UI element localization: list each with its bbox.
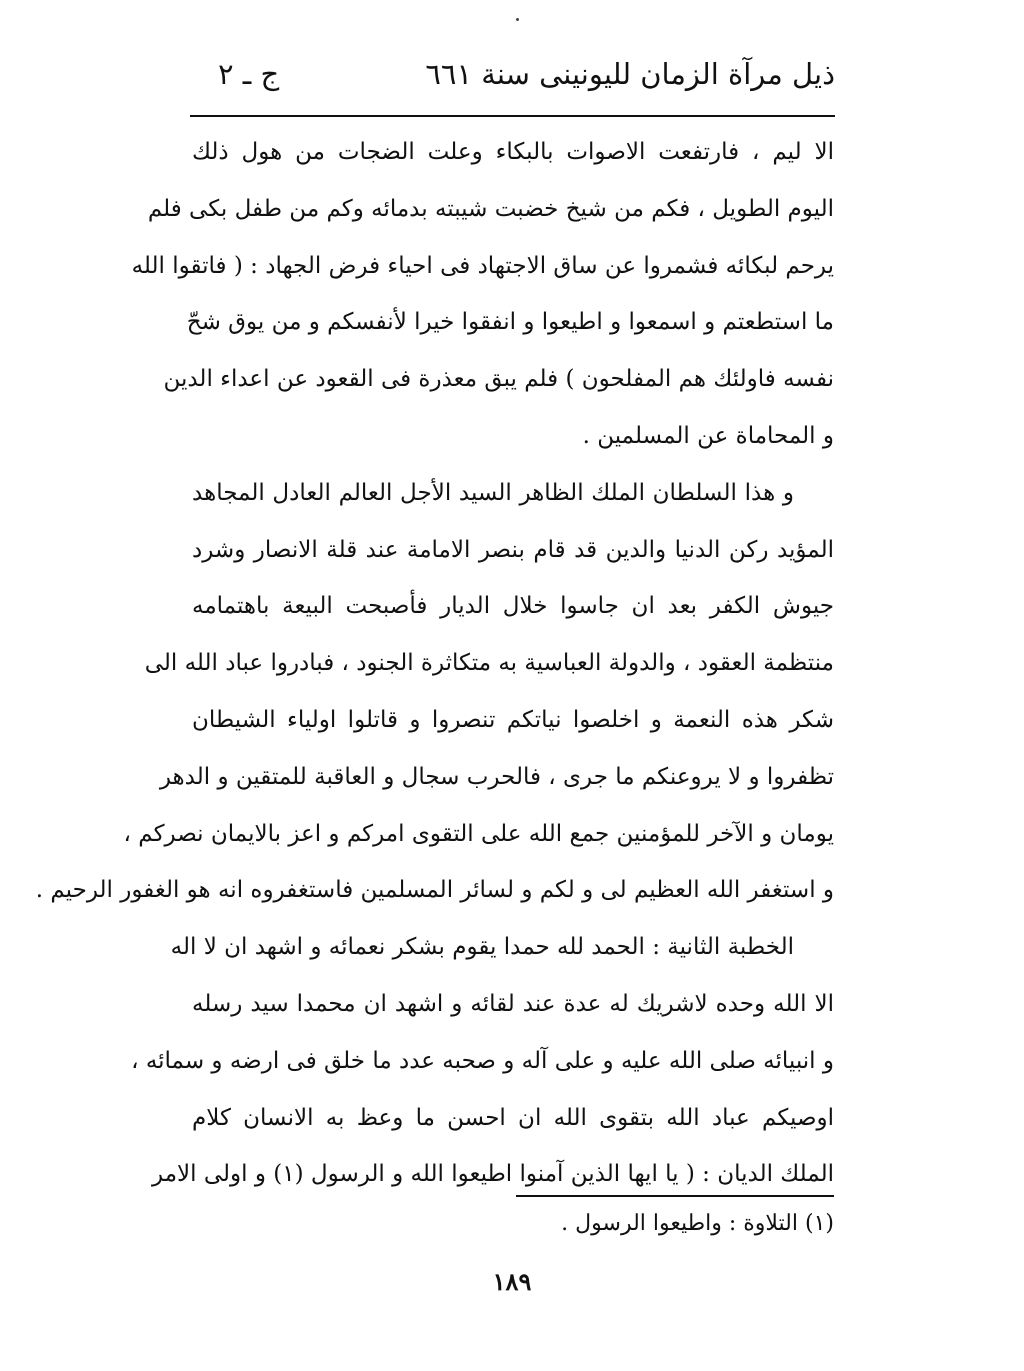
running-header-title: ذيل مرآة الزمان لليونينى سنة ٦٦١	[425, 57, 835, 91]
text-line: تظفروا و لا يروعنكم ما جرى ، فالحرب سجال و العاقبة للمتقين و الدهر	[159, 763, 834, 790]
text-line: و هذا السلطان الملك الظاهر السيد الأجل العالم العادل المجاهد	[192, 479, 794, 506]
running-header	[190, 52, 835, 104]
text-line: الملك الديان : ( يا ايها الذين آمنوا اطيعوا الله و الرسول (١) و اولى الامر	[152, 1161, 834, 1188]
footnote-rule	[516, 1195, 834, 1197]
text-line: شكر هذه النعمة و اخلصوا نياتكم تنصروا و قاتلوا اولياء الشيطان	[192, 706, 834, 733]
text-line: و المحاماة عن المسلمين .	[582, 422, 834, 449]
text-line: ما استطعتم و اسمعوا و اطيعوا و انفقوا خيرا لأنفسكم و من يوق شحّ	[186, 309, 834, 336]
text-line: نفسه فاولئك هم المفلحون ) فلم يبق معذرة فى القعود عن اعداء الدين	[163, 366, 834, 393]
text-line: اليوم الطويل ، فكم من شيخ خضبت شيبته بدمائه وكم من طفل بكى فلم	[147, 195, 834, 222]
text-line: الا ليم ، فارتفعت الاصوات بالبكاء وعلت الضجات من هول ذلك	[192, 139, 834, 165]
text-line: جيوش الكفر بعد ان جاسوا خلال الديار فأصبحت البيعة باهتمامه	[192, 593, 834, 620]
page-number: ١٨٩	[492, 1267, 532, 1296]
text-line: الخطبة الثانية : الحمد لله حمدا يقوم بشكر نعمائه و اشهد ان لا اله	[170, 934, 794, 961]
body-text	[35, 124, 834, 1203]
footnote: (١) التلاوة : واطيعوا الرسول .	[561, 1211, 834, 1236]
text-line: و استغفر الله العظيم لى و لكم و لسائر المسلمين فاستغفروه انه هو الغفور الرحيم .	[35, 877, 834, 904]
page-speck	[516, 18, 519, 21]
text-line: يومان و الآخر للمؤمنين جمع الله على التقوى امركم و اعز بالايمان نصركم ،	[123, 820, 834, 847]
header-rule	[190, 115, 835, 117]
text-line: الا الله وحده لاشريك له عدة عند لقائه و اشهد ان محمدا سيد رسله	[192, 990, 834, 1017]
text-line: المؤيد ركن الدنيا والدين قد قام بنصر الامامة عند قلة الانصار وشرد	[192, 536, 834, 563]
volume-number: ج ـ ٢	[218, 57, 280, 91]
text-line: و انبيائه صلى الله عليه و على آله و صحبه عدد ما خلق فى ارضه و سمائه ،	[131, 1047, 834, 1074]
text-line: اوصيكم عباد الله بتقوى الله ان احسن ما وعظ به الانسان كلام	[192, 1104, 834, 1131]
text-line: يرحم لبكائه فشمروا عن ساق الاجتهاد فى احياء فرض الجهاد : ( فاتقوا الله	[131, 252, 834, 279]
text-line: منتظمة العقود ، والدولة العباسية به متكاثرة الجنود ، فبادروا عباد الله الى	[144, 650, 834, 677]
